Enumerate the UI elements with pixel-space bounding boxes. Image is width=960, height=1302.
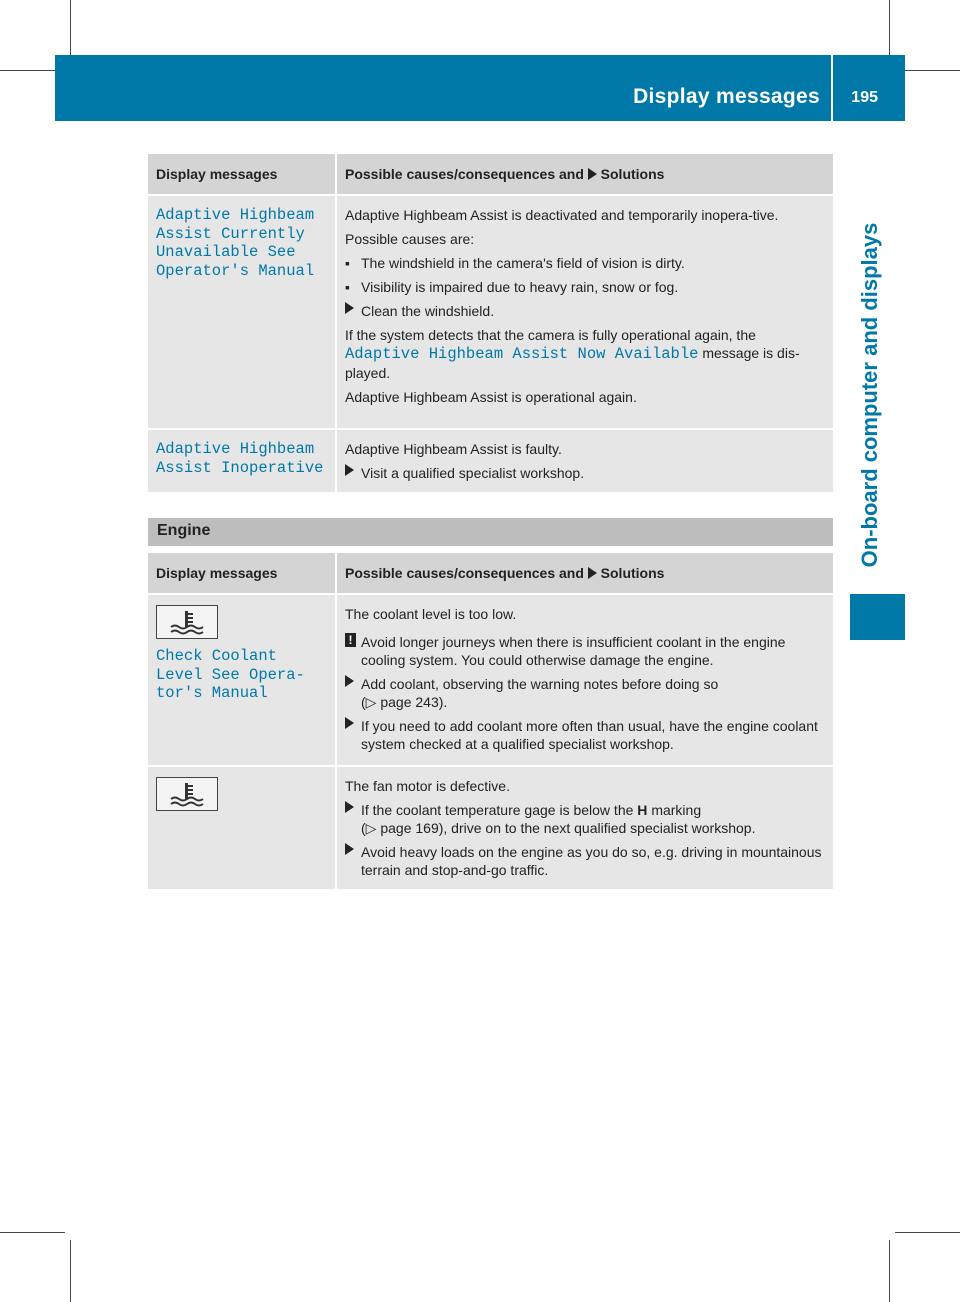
display-message [148, 429, 336, 493]
column-header-prefix: Possible causes/consequences and [345, 166, 584, 182]
table-header-row [148, 154, 833, 195]
coolant-temperature-icon [156, 777, 218, 811]
page-number: 195 [851, 89, 878, 106]
header-divider [831, 55, 833, 121]
warning-item [345, 633, 825, 669]
solution-cell [336, 195, 833, 429]
solution-cell [336, 429, 833, 493]
crop-mark [70, 1240, 71, 1302]
action-arrow-icon [345, 717, 354, 729]
side-tab-label: On-board computer and displays [857, 222, 882, 568]
section-heading-bar [148, 518, 833, 546]
message-line: Check Coolant [156, 647, 277, 665]
action-text: Clean the windshield. [361, 303, 495, 319]
action-text: If the coolant temperature gage is below the [361, 802, 634, 818]
side-tab [850, 200, 890, 590]
warning-text: Avoid longer journeys when there is insufficient coolant in the engine cooling system. You could otherwise damage the engine. [361, 634, 786, 668]
column-header-prefix: Possible causes/consequences and [345, 565, 584, 581]
crop-mark [0, 1232, 65, 1233]
column-header-display-messages: Display messages [148, 553, 336, 594]
display-message [148, 594, 336, 766]
coolant-temperature-icon [156, 605, 218, 639]
action-arrow-icon [345, 675, 354, 687]
action-arrow-icon [345, 801, 354, 813]
messages-table-highbeam [148, 154, 833, 494]
play-arrow-icon [588, 168, 597, 180]
display-message-inline: Adaptive Highbeam Assist Now Available [345, 345, 699, 363]
bullet-text: Visibility is impaired due to heavy rain, snow or fog. [361, 279, 679, 295]
section-heading: Engine [157, 522, 211, 539]
messages-table-engine [148, 553, 833, 891]
message-line: Level See Opera- [156, 665, 305, 684]
action-arrow-icon [345, 843, 354, 855]
page-title: Display messages [633, 85, 820, 108]
message-line: tor's Manual [156, 684, 268, 702]
action-text: Avoid heavy loads on the engine as you do so, e.g. driving in mountainous terrain and stop-and-go traffic. [361, 844, 822, 878]
table-row [148, 594, 833, 766]
action-item: If the coolant temperature gage is below the H marking (▷ page 169), drive on to the next qualified specialist workshop. [345, 801, 825, 837]
message-line: Operator's Manual [156, 261, 315, 280]
text-fragment: message is dis-played. [345, 345, 800, 381]
message-line: Assist Currently [156, 224, 305, 243]
page-ref-icon: ▷ [365, 694, 377, 710]
table-row [148, 195, 833, 429]
page-reference: page 169), drive on to the next qualified specialist workshop. [380, 820, 756, 836]
description-text: Adaptive Highbeam Assist is faulty. [345, 441, 562, 457]
description-text: Adaptive Highbeam Assist is operational again. [345, 388, 637, 405]
action-item [345, 717, 825, 753]
message-line: Adaptive Highbeam [156, 206, 315, 224]
action-item [345, 302, 825, 320]
column-header-suffix: Solutions [600, 166, 665, 182]
side-tab-marker [850, 594, 905, 640]
message-line: Unavailable See [156, 243, 296, 261]
message-line: Adaptive Highbeam [156, 440, 315, 458]
description-text: Adaptive Highbeam Assist is deactivated and temporarily inopera-tive. [345, 207, 779, 223]
bullet-item [345, 254, 825, 272]
page-reference: page 243). [380, 694, 448, 710]
bullet-icon: ▪ [345, 279, 350, 295]
action-item [345, 464, 825, 482]
action-arrow-icon [345, 464, 354, 476]
description-text: The coolant level is too low. [345, 606, 517, 622]
column-header-suffix: Solutions [600, 565, 665, 581]
crop-mark [889, 1240, 890, 1302]
column-header-solutions [336, 553, 833, 594]
table-row [148, 766, 833, 890]
bullet-text: The windshield in the camera's field of vision is dirty. [361, 255, 685, 271]
description-text: The fan motor is defective. [345, 778, 510, 794]
bullet-item [345, 278, 825, 296]
description-text [345, 326, 825, 382]
action-text: If you need to add coolant more often than usual, have the engine coolant system checked at a qualified specialist workshop. [361, 718, 818, 752]
crop-mark [895, 1232, 960, 1233]
warning-icon: ! [345, 633, 356, 647]
column-header-solutions [336, 154, 833, 195]
action-item [345, 843, 825, 879]
bullet-icon: ▪ [345, 255, 350, 271]
table-header-row [148, 553, 833, 594]
table-row [148, 429, 833, 493]
play-arrow-icon [588, 567, 597, 579]
page-ref-icon: ▷ [365, 820, 377, 836]
solution-cell [336, 766, 833, 890]
display-message [148, 766, 336, 890]
display-message [148, 195, 336, 429]
action-text: Add coolant, observing the warning notes before doing so [361, 676, 719, 692]
solution-cell [336, 594, 833, 766]
action-text: Visit a qualified specialist workshop. [361, 465, 585, 481]
message-line: Assist Inoperative [156, 458, 324, 477]
action-item: Add coolant, observing the warning notes before doing so (▷ page 243). [345, 675, 825, 711]
page-header [55, 55, 905, 121]
action-text: marking [651, 802, 702, 818]
description-text: Possible causes are: [345, 231, 475, 247]
action-arrow-icon [345, 302, 354, 314]
text-fragment: If the system detects that the camera is fully operational again, the [345, 327, 756, 343]
marking-letter: H [637, 802, 648, 818]
column-header-display-messages: Display messages [148, 154, 336, 195]
